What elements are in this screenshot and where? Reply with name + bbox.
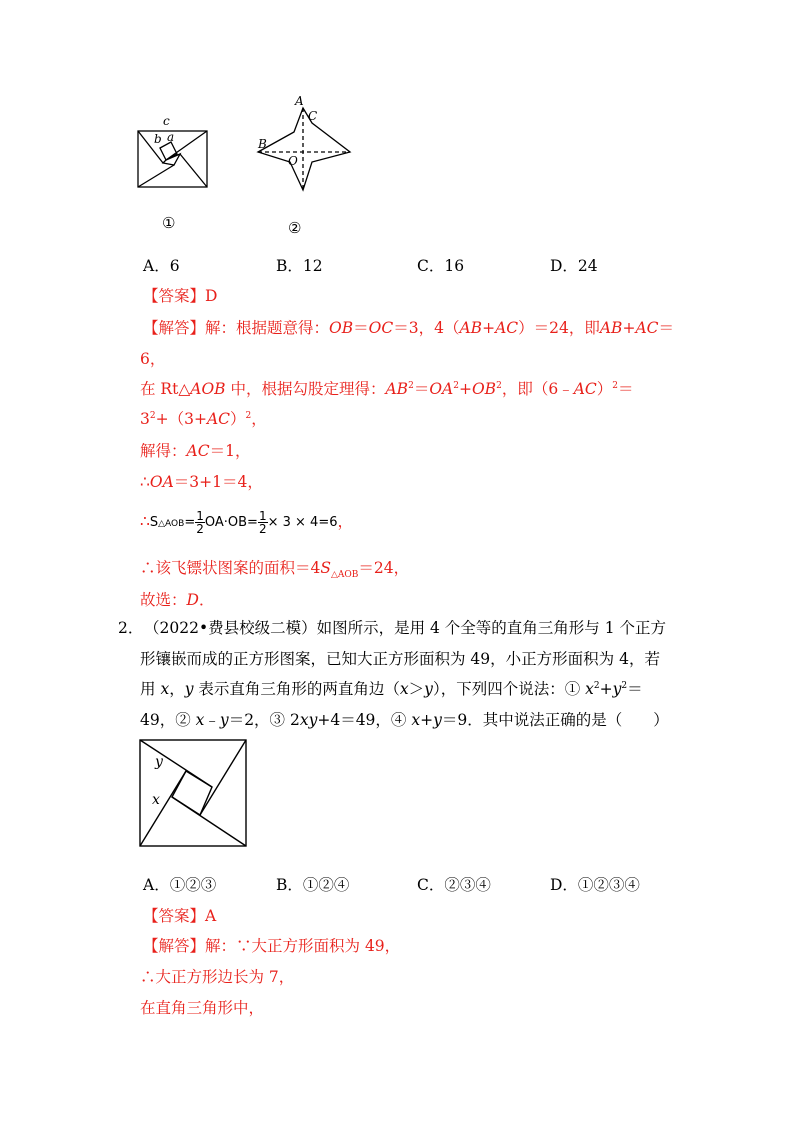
- text: ﹣: [204, 711, 220, 729]
- text: y: [612, 680, 622, 698]
- text: 2: [593, 681, 600, 691]
- text: x: [160, 680, 170, 698]
- q1-solution-line-9: [140, 589, 214, 611]
- text: ＝: [627, 680, 643, 698]
- text: y: [219, 711, 229, 729]
- text: ∴: [140, 473, 150, 491]
- figure-1-label-c: c: [163, 114, 170, 128]
- text: 2: [496, 381, 502, 391]
- figure-2-label-a: A: [295, 94, 304, 108]
- text: ，即（6﹣: [501, 380, 574, 398]
- text: ＝2，③ 2: [228, 711, 300, 729]
- q1-option-b: B．12: [276, 257, 323, 275]
- text: y: [433, 711, 442, 729]
- text: S: [320, 559, 331, 577]
- text: ）: [596, 380, 613, 398]
- text: 在 Rt△: [140, 380, 191, 398]
- text: x: [411, 711, 421, 729]
- text: 表示直角三角形的两直角边（: [193, 680, 400, 698]
- text: +: [622, 319, 636, 337]
- text: 2: [453, 381, 459, 391]
- text: AC: [635, 319, 659, 337]
- q1-solution-line-5: [140, 440, 250, 462]
- q2-option-c: C．②③④: [417, 876, 491, 894]
- q2-number: 2．: [118, 619, 144, 637]
- text: ），下列四个说法：①: [432, 680, 586, 698]
- q1-solution-line-2: 6，: [140, 350, 166, 368]
- text: +: [599, 680, 613, 698]
- text: 1: [196, 509, 204, 523]
- text: 2: [612, 381, 618, 391]
- q2-solution-line-1: [143, 935, 400, 957]
- text: OA: [429, 380, 454, 398]
- text: ＝3，4（: [393, 319, 460, 337]
- answer-tag: 【答案】: [143, 907, 206, 925]
- text: ，: [337, 512, 353, 531]
- text: OA·OB=: [204, 515, 258, 530]
- text: AC: [495, 319, 519, 337]
- q2-answer: [143, 905, 216, 927]
- text: ＝1，: [209, 442, 251, 460]
- q2-stem-line-1: （2022•费县校级二模）如图所示，是用 4 个全等的直角三角形与 1 个正方: [144, 619, 667, 637]
- fraction: [195, 510, 205, 535]
- text: ）＝24，即: [518, 319, 600, 337]
- q2-figure-label-y: y: [155, 754, 163, 770]
- text: ∴: [140, 512, 150, 531]
- text: xy: [299, 711, 318, 729]
- text: ）: [230, 410, 246, 428]
- q1-solution-line-8: [140, 557, 409, 586]
- q1-solution-line-3: [140, 378, 634, 400]
- q1-option-d: D．24: [550, 257, 598, 275]
- q1-option-c: C．16: [417, 257, 465, 275]
- text: OB: [329, 319, 354, 337]
- text: 解：∵大正方形面积为 49，: [205, 937, 401, 955]
- text: ．: [198, 591, 215, 609]
- text: △AOB: [158, 519, 185, 529]
- text: +: [420, 711, 434, 729]
- text: 解得：: [140, 442, 187, 460]
- text: AB: [459, 319, 483, 337]
- text: 2: [196, 522, 204, 536]
- q2-figure-label-x: x: [152, 792, 160, 808]
- text: 用: [140, 680, 161, 698]
- text: 中，根据勾股定理得：: [225, 380, 386, 398]
- text: AC: [206, 410, 231, 428]
- text: OB: [471, 380, 497, 398]
- answer-value: D: [205, 287, 218, 305]
- text: 2: [245, 411, 252, 421]
- text: AB: [385, 380, 409, 398]
- text: x: [195, 711, 205, 729]
- q2-stem-line-3: [140, 678, 643, 700]
- fraction: [258, 510, 268, 535]
- text: 故选：: [140, 591, 187, 609]
- figure-2-label-o: O: [288, 154, 298, 168]
- text: S: [149, 515, 159, 530]
- text: ，: [251, 410, 267, 428]
- q2-option-a: A．①②③: [143, 876, 217, 894]
- q1-solution-line-6: [140, 471, 263, 493]
- text: AB: [599, 319, 623, 337]
- text: +（3+: [155, 410, 207, 428]
- text: △AOB: [331, 570, 359, 581]
- figure-2-label-b: B: [258, 137, 267, 151]
- figure-1-caption: ①: [162, 214, 176, 232]
- text: y: [424, 680, 433, 698]
- figure-1-label-a: a: [167, 130, 175, 144]
- figure-2-caption: ②: [288, 219, 302, 237]
- q1-answer: [143, 285, 217, 307]
- text: x: [399, 680, 409, 698]
- q1-solution-line-4: [140, 408, 267, 430]
- q1-solution-line-1: [143, 317, 674, 339]
- text: x: [585, 680, 594, 698]
- text: D: [186, 591, 199, 609]
- text: 2: [408, 381, 414, 391]
- text: ＝3+1＝4，: [173, 473, 263, 491]
- text: ＝: [353, 319, 369, 337]
- text: +4＝49，④: [317, 711, 412, 729]
- figure-1-square: [130, 110, 220, 200]
- solution-tag: 【解答】: [143, 937, 206, 955]
- text: 1: [258, 509, 267, 523]
- text: AC: [186, 442, 210, 460]
- text: 解：根据题意得：: [205, 319, 330, 337]
- text: ∴该飞镖状图案的面积＝4: [140, 559, 321, 577]
- text: 3: [140, 410, 150, 428]
- text: AOB: [190, 380, 226, 398]
- text: 2: [149, 411, 156, 421]
- text: OC: [368, 319, 394, 337]
- q2-option-b: B．①②④: [276, 876, 350, 894]
- text: × 3 × 4=6: [267, 515, 338, 530]
- text: ＞: [408, 680, 425, 698]
- q2-solution-line-3: 在直角三角形中，: [140, 999, 265, 1017]
- text: OA: [149, 473, 174, 491]
- text: ＝24，: [358, 559, 410, 577]
- q1-solution-line-7: [140, 510, 353, 544]
- figure-2-label-c: C: [308, 109, 318, 123]
- solution-tag: 【解答】: [143, 319, 206, 337]
- text: 2: [258, 522, 267, 536]
- text: y: [184, 680, 194, 698]
- text: AC: [573, 380, 597, 398]
- text: ＝: [658, 319, 675, 337]
- q2-stem-line-4: [140, 709, 669, 731]
- q2-solution-line-2: ∴大正方形边长为 7，: [140, 968, 295, 986]
- answer-tag: 【答案】: [143, 287, 206, 305]
- area-formula-image: [150, 510, 338, 535]
- figure-1-label-b: b: [154, 132, 162, 146]
- text: ＝9．其中说法正确的是（ ）: [441, 711, 669, 729]
- text: =: [184, 515, 196, 530]
- answer-value: A: [205, 907, 217, 925]
- q2-stem-line-2: 形镶嵌而成的正方形图案，已知大正方形面积为 49，小正方形面积为 4，若: [140, 650, 660, 668]
- q2-option-d: D．①②③④: [550, 876, 640, 894]
- text: +: [458, 380, 472, 398]
- text: ＝: [413, 380, 430, 398]
- q1-option-a: A．6: [143, 257, 180, 275]
- text: 2: [621, 681, 628, 691]
- text: 49，②: [140, 711, 196, 729]
- text: ＝: [618, 380, 634, 398]
- text: +: [482, 319, 496, 337]
- text: ，: [169, 680, 185, 698]
